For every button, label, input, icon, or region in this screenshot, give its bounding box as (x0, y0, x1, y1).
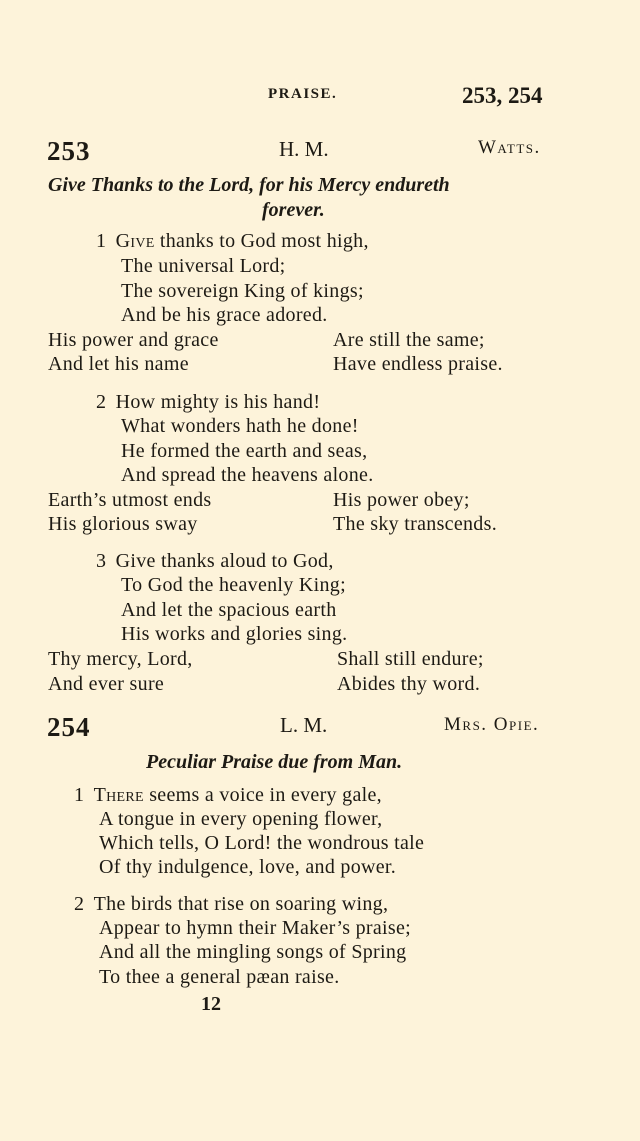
verse-line: He formed the earth and seas, (121, 440, 368, 462)
verse-line: And let the spacious earth (121, 599, 337, 621)
verse-line: His power and grace (48, 329, 219, 351)
verse-line: Are still the same; (333, 329, 485, 351)
verse-line: To thee a general pæan raise. (99, 966, 340, 988)
signature-mark: 12 (201, 993, 221, 1015)
verse-line: Abides thy word. (337, 673, 481, 695)
verse-line: Thy mercy, Lord, (48, 648, 193, 670)
verse-number: 1 (96, 230, 107, 252)
verse-line (96, 230, 369, 253)
verse-first-word: There (93, 784, 144, 806)
hymn-254-title: Peculiar Praise due from Man. (146, 751, 403, 773)
verse-line-rest: thanks to God most high, (154, 230, 369, 252)
verse-line: And ever sure (48, 673, 165, 695)
verse-line: Earth’s utmost ends (48, 489, 212, 511)
hymn-253-meter: H. M. (279, 137, 329, 161)
verse-line-rest: seems a voice in every gale, (143, 784, 382, 806)
verse-line: What wonders hath he done! (121, 415, 359, 437)
verse-line: The universal Lord; (121, 255, 286, 277)
verse-line: A tongue in every opening flower, (99, 808, 383, 830)
hymn-254-number: 254 (47, 712, 91, 742)
verse-line-text: How mighty is his hand! (115, 391, 321, 413)
verse-line: His power obey; (333, 489, 470, 511)
verse-number: 1 (74, 784, 85, 806)
verse-line: His works and glories sing. (121, 623, 348, 645)
running-header: PRAISE. (268, 86, 338, 102)
verse-line: Of thy indulgence, love, and power. (99, 856, 397, 878)
verse-line-text: Give thanks aloud to God, (115, 550, 334, 572)
verse-line: And let his name (48, 353, 189, 375)
page-hymn-numbers: 253, 254 (462, 83, 543, 108)
verse-line: Which tells, O Lord! the wondrous tale (99, 832, 425, 854)
verse-line: And all the mingling songs of Spring (99, 941, 407, 963)
verse-number: 2 (96, 391, 107, 413)
verse-line: The sky transcends. (333, 513, 497, 535)
verse-line (96, 550, 334, 573)
verse-line: To God the heavenly King; (121, 574, 346, 596)
verse-line (74, 784, 382, 807)
hymn-254-meter: L. M. (280, 713, 328, 737)
hymn-253-number: 253 (47, 136, 91, 166)
verse-line (74, 893, 388, 916)
verse-line-text: The birds that rise on soaring wing, (93, 893, 389, 915)
hymn-253-author: Watts. (478, 137, 541, 158)
verse-line: The sovereign King of kings; (121, 280, 364, 302)
verse-line: His glorious sway (48, 513, 198, 535)
hymn-254-author: Mrs. Opie. (444, 714, 540, 735)
hymn-253-title-line2: forever. (262, 199, 325, 221)
verse-line: And spread the heavens alone. (121, 464, 374, 486)
verse-line: Shall still endure; (337, 648, 484, 670)
verse-line: Have endless praise. (333, 353, 503, 375)
verse-number: 3 (96, 550, 107, 572)
verse-line: And be his grace adored. (121, 304, 328, 326)
verse-number: 2 (74, 893, 85, 915)
hymn-253-title-line1: Give Thanks to the Lord, for his Mercy endureth (48, 174, 450, 196)
verse-first-word: Give (115, 230, 155, 252)
verse-line: Appear to hymn their Maker’s praise; (99, 917, 412, 939)
verse-line (96, 391, 320, 414)
